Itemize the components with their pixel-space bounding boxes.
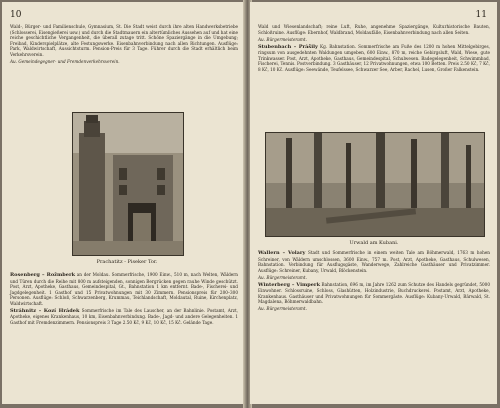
entry-name: Winterberg – Vimperk (258, 281, 321, 288)
forest-illustration (266, 133, 484, 236)
left-page (2, 2, 245, 404)
entry-strahnitz (10, 308, 238, 326)
photo-urwald (265, 132, 485, 237)
photo-caption: Prachatitz - Piseker Tor. (96, 259, 158, 265)
photo-caption: Urwald am Kubani. (349, 240, 399, 246)
entry-wallern (258, 250, 490, 273)
entry-name: Rosenberg – Rožmberk (10, 272, 76, 278)
entry-text: Stadt und Sommerfrische in einem weiten Tale am Böhmerwald, 1763 m hohen Schreiner, von Wäldern umschlossen, 3600 Einw., 757 m. Post, Arzt, Apotheke, Gasthaus, Schulwesen, Bahnstation. Verbindung für Ausflugsgäste, Wanderwege, Zahlreiche Gasthäuser und Privatzimmer. Ausflüge: Schreiner, Kubany, Urwald, Blöckenstein. (258, 250, 490, 273)
entry-text: Sommerfrische im Tale des Lauscher, an der Bahnlinie. Postamt, Arzt, Apotheke, eigenes Krankenhaus, 10 km, Eisenbahnverbindung. Bade-, Jagd- und andere Gelegenheiten. 1 Gasthof mit Fremdenzimmern. Pensionspreis 3 Tage 2.50 Kč, 9 Kč, 10 Kč, 15 Kč. Gelände Tage. (10, 307, 238, 325)
entry-text: an der Moldau. Sommerfrische, 1900 Einw., 510 m, nach Welten, Wäldern und Türen durch die Reihe mit 800 m aufsteigenden, sonnigen Bergrücken gegen rauhe Winde geschützt. Post, Arzt, Apotheke, Gasthaus, Gemeindespital, Gt., Bahnstation 1 km entfernt. Bade-, Fischerei- und Jagdgelegenheit. 1 Gasthof und 15 Privatwohnungen mit 30 Zimmern. Pensionspreis für 200–300 Personen. Ausflüge: Schloß, Schwarzenberg, Krummau, Teichlandschaft, Moldautal, Ruine, Kirchenplatz, Waldwirtschaft. (10, 272, 238, 306)
photo-piseker-tor (72, 112, 184, 256)
right-entries (258, 250, 490, 313)
paragraph: Wald-, Bürger- und Familienschule, Gymnasium, St. Die Stadt weist durch ihre alten Handwerksbetriebe (Schlosserei, Eisengießerei usw.) und durch die Stadtmauern ein altertümliches Aussehen auf und hat eine reiche geschichtliche Vergangenheit, die überall zutage tritt. Schöne Spaziergänge in die Umgebung; Freibad, Kinderspielplätze, alte Festungswerke. Eisenbahnverbindung nach allen Richtungen. Ausflüge: Park, Waldwirtschaft, Aussichtsturm. Pension-Preis für 3 Tage. Führer durch die Stadt erhältlich beim Verkehrsverein. (10, 24, 238, 57)
entry-rosenberg (10, 272, 238, 306)
paragraph: Wald und Wiesenlandschaft; reine Luft, Ruhe, angenehme Spaziergänge, Kulturhistorische Bauten, Schloßruine. Ausflüge: Ebernhof, Waldbrand, Moldaufälle, Eisenbahnverbindung nach allen Seiten. (258, 24, 490, 35)
right-page (250, 2, 497, 404)
entry-text: Bahnstation, 696 m, im Jahre 1262 zum Schutze des Handels gegründet, 5000 Einwohner. Schlossruine, Schloss, Glashütten, Holzindustrie, Buchdruckerei. Postamt, Arzt, Apotheke, Krankenhaus. Gasthäuser und Privatwohnungen für Sommergäste. Ausflüge: Kubany-Urwald, Bärwald, St. Magdalena, Böhmerwaldbahn. (258, 281, 490, 304)
entry-name: Stubenbach – Prášily (258, 43, 318, 50)
entry-name: Stráhnitz – Kozí Hrádek (10, 307, 80, 314)
note: Au. Bürgermeisteramt. (258, 36, 307, 42)
note: Au. Gemeindegegner- und Fremdenverkehrsverein. (10, 58, 120, 64)
entry-name: Wallern – Volary (258, 250, 306, 256)
left-column (10, 24, 238, 66)
entry-stubenbach (258, 44, 490, 73)
tower-gate-illustration (73, 113, 183, 255)
entry-winterberg (258, 282, 490, 305)
page-number: 10 (10, 10, 22, 20)
note: Au. Bürgermeisteramt. (258, 274, 307, 280)
entry-text: Kg. Bahnstation. Sommerfrische am Fuße des 1200 m hohen Mittelgebirges, ringsum von ausgedehnten Waldungen umgeben, 600 Einw., 870 m, reiche Gebirgsluft, Wald, Wiese, gute Trinkwasser. Post, Arzt, Apotheke, Gasthaus, Gemeindespital, Schulwesen. Badegelegenheit, Schwimmbad, Fischerei, Tennis. Postverbindung. 3 Gasthäuser, 12 Privatwohnungen, etwa 100 Betten. Preis 2.50 Kč, 7 Kč, 8 Kč, 10 Kč. Ausflüge: Seewände, Teufelssee, Schwarzer See, Arber, Rachel, Lusen, Großer Falkenstein. (258, 43, 490, 72)
right-column (258, 24, 490, 74)
page-number: 11 (475, 10, 487, 20)
note: Au. Bürgermeisteramt. (258, 306, 307, 311)
left-entries (10, 272, 238, 327)
